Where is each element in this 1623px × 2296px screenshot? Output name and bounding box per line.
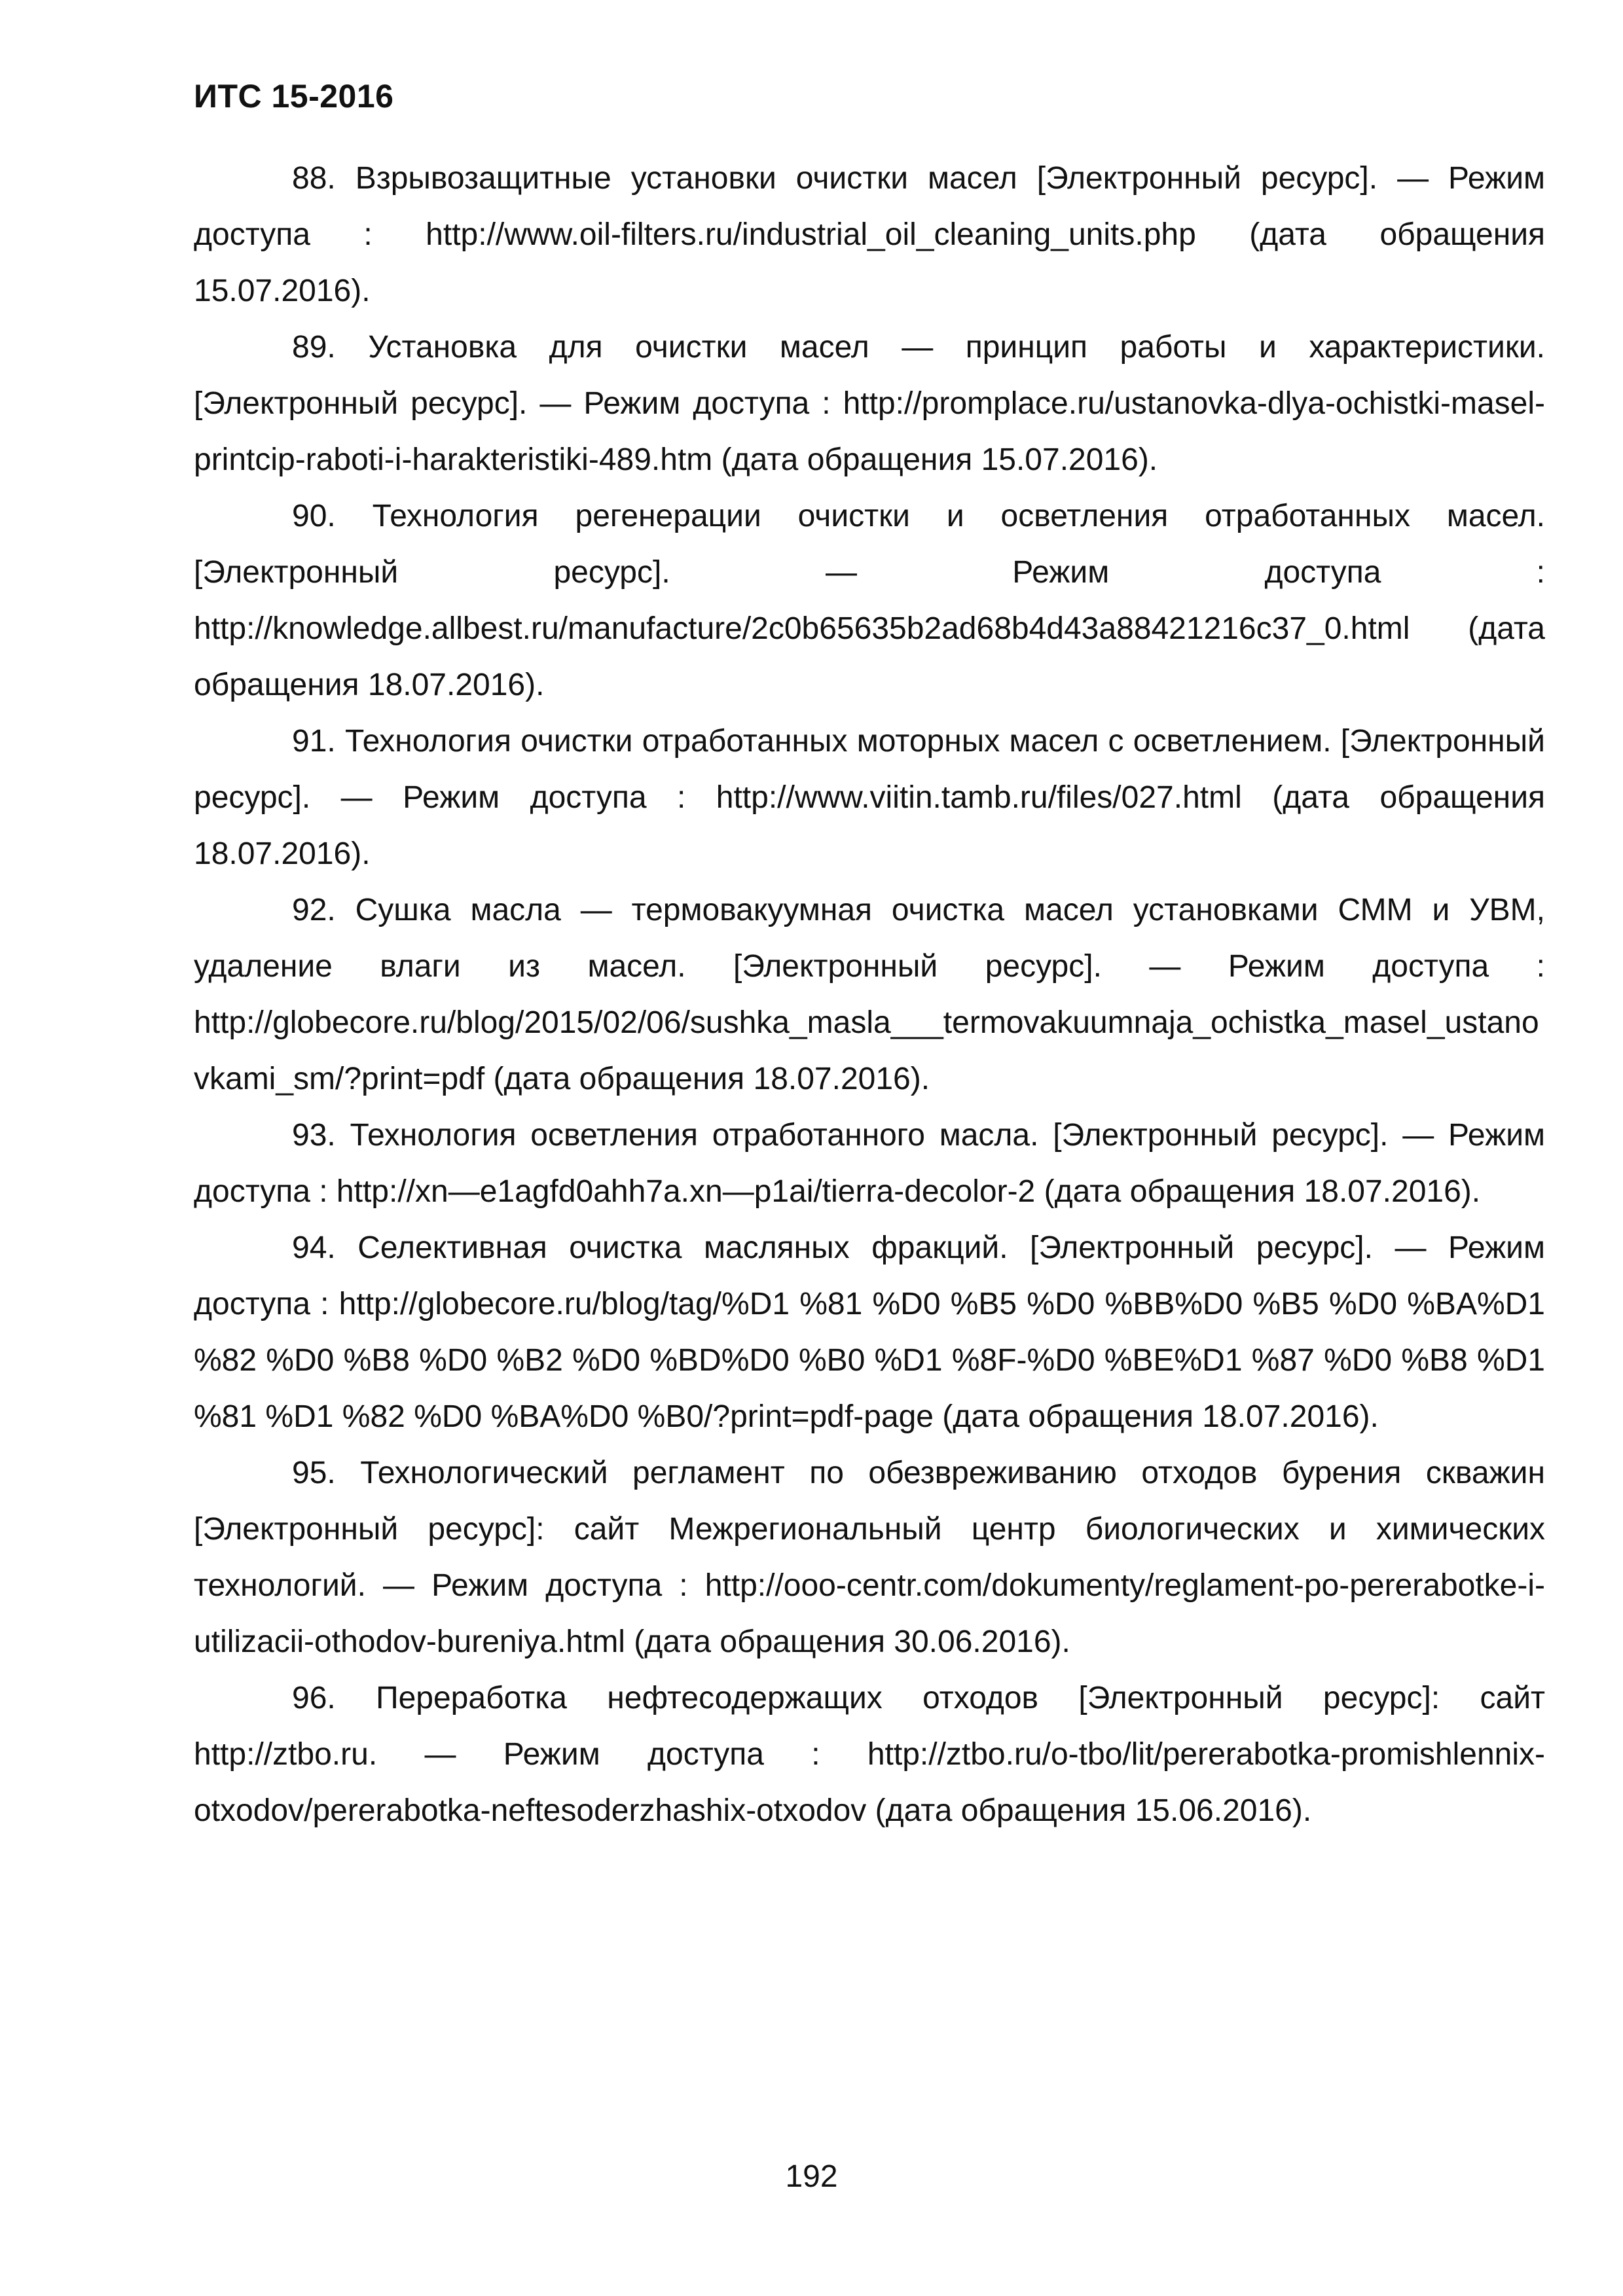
- reference-item-90: [194, 488, 1545, 713]
- reference-text: Технологический регламент по обезвреживанию отходов бурения скважин [Электронный ресурс]: сайт Межрегиональный центр биологических и химических технологий. — Режим доступа : http://ooo-centr.com/dokumenty/reglament-po-pererabotke-i-utilizacii-othodov-bureniya.html (дата обращения 30.06.2016).: [194, 1456, 1545, 1659]
- reference-text: Сушка масла — термовакуумная очистка масел установками СММ и УВМ, удаление влаги из масел. [Электронный ресурс]. — Режим доступа : http://globecore.ru/blog/2015/02/06/sushka_masla___termovakuumnaja_ochistka_masel_ustanovkami_sm/?print=pdf (дата обращения 18.07.2016).: [194, 893, 1546, 1096]
- reference-number: 88.: [292, 161, 336, 196]
- reference-item-92: [194, 882, 1545, 1107]
- reference-number: 94.: [292, 1230, 336, 1265]
- reference-number: 91.: [292, 724, 336, 759]
- reference-text: Технология очистки отработанных моторных масел с осветлением. [Электронный ресурс]. — Режим доступа : http://www.viitin.tamb.ru/files/027.html (дата обращения 18.07.2016).: [194, 724, 1545, 871]
- reference-text: Технология осветления отработанного масла. [Электронный ресурс]. — Режим доступа : http://xn—e1agfd0ahh7a.xn—p1ai/tierra-decolor-2 (дата обращения 18.07.2016).: [194, 1118, 1545, 1209]
- reference-text: Установка для очистки масел — принцип работы и характеристики. [Электронный ресурс]. — Режим доступа : http://promplace.ru/ustanovka-dlya-ochistki-masel-printcip-raboti-i-harakteristiki-489.htm (дата обращения 15.07.2016).: [194, 330, 1546, 477]
- reference-list: [194, 151, 1545, 1839]
- reference-text: Технология регенерации очистки и осветления отработанных масел. [Электронный ресурс]. — Режим доступа : http://knowledge.allbest.ru/manufacture/2c0b65635b2ad68b4d43a88421216c37_0.html (дата обращения 18.07.2016).: [194, 499, 1545, 702]
- reference-item-88: [194, 151, 1545, 319]
- reference-number: 89.: [292, 330, 336, 365]
- document-header: ИТС 15-2016: [194, 78, 394, 115]
- reference-item-89: [194, 319, 1545, 488]
- reference-item-95: [194, 1445, 1545, 1670]
- reference-number: 95.: [292, 1456, 336, 1490]
- reference-number: 96.: [292, 1681, 336, 1715]
- reference-text: Селективная очистка масляных фракций. [Электронный ресурс]. — Режим доступа : http://globecore.ru/blog/tag/%D1 %81 %D0 %B5 %D0 %BB%D0 %B5 %D0 %BA%D1 %82 %D0 %B8 %D0 %B2 %D0 %BD%D0 %B0 %D1 %8F-%D0 %BE%D1 %87 %D0 %B8 %D1 %81 %D1 %82 %D0 %BA%D0 %B0/?print=pdf-page (дата обращения 18.07.2016).: [194, 1230, 1545, 1434]
- reference-text: Переработка нефтесодержащих отходов [Электронный ресурс]: сайт http://ztbo.ru. — Режим доступа : http://ztbo.ru/o-tbo/lit/pererabotka-promishlennix-otxodov/pererabotka-neftesoderzhashix-otxodov (дата обращения 15.06.2016).: [194, 1681, 1545, 1828]
- page-number: 192: [785, 2159, 838, 2194]
- reference-number: 90.: [292, 499, 336, 533]
- reference-number: 93.: [292, 1118, 336, 1153]
- reference-text: Взрывозащитные установки очистки масел [Электронный ресурс]. — Режим доступа : http://www.oil-filters.ru/industrial_oil_cleaning_units.php (дата обращения 15.07.2016).: [194, 161, 1546, 308]
- reference-item-96: [194, 1670, 1545, 1839]
- reference-item-91: [194, 713, 1545, 882]
- reference-item-94: [194, 1220, 1545, 1445]
- reference-number: 92.: [292, 893, 336, 927]
- reference-item-93: [194, 1107, 1545, 1220]
